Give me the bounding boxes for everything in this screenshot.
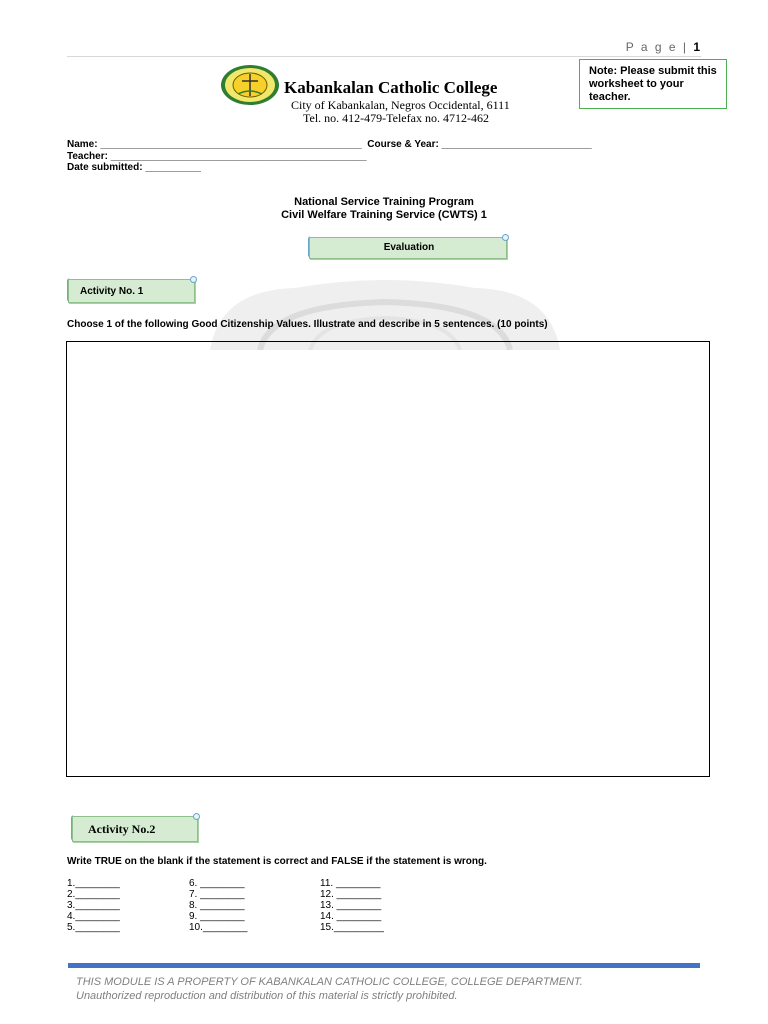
answer-blank[interactable]: 8. ________ <box>189 900 245 911</box>
answer-column-1 <box>67 878 127 933</box>
footer-property-notice: THIS MODULE IS A PROPERTY OF KABANKALAN CATHOLIC COLLEGE, COLLEGE DEPARTMENT. <box>76 976 583 988</box>
page-number-label: P a g e | 1 <box>625 40 700 54</box>
answer-blank[interactable]: 2.________ <box>67 889 120 900</box>
answer-blank[interactable]: 10.________ <box>189 922 248 933</box>
program-title: National Service Training Program <box>294 196 474 208</box>
page-number: 1 <box>693 40 700 54</box>
activity1-label: Activity No. 1 <box>80 286 144 297</box>
date-submitted-field[interactable]: Date submitted: __________ <box>67 162 201 173</box>
college-address: City of Kabankalan, Negros Occidental, 6111 <box>291 98 510 112</box>
teacher-field[interactable]: Teacher: ______________________________________________ <box>67 151 367 162</box>
name-course-field[interactable]: Name: _______________________________________________ Course & Year: ___________________________ <box>67 139 592 150</box>
submission-note: Note: Please submit this worksheet to your teacher. <box>579 59 727 109</box>
evaluation-banner <box>309 237 507 259</box>
answer-blank[interactable]: 14. ________ <box>320 911 382 922</box>
activity2-instruction: Write TRUE on the blank if the statement is correct and FALSE if the statement is wrong. <box>67 856 487 867</box>
college-name: Kabankalan Catholic College <box>284 78 498 97</box>
watermark-seal <box>200 280 570 350</box>
activity2-banner <box>72 816 198 842</box>
college-seal-logo <box>220 64 280 106</box>
activity1-instruction: Choose 1 of the following Good Citizenship Values. Illustrate and describe in 5 sentences. (10 points) <box>67 319 548 330</box>
answer-blank[interactable]: 15._________ <box>320 922 384 933</box>
answer-blank[interactable]: 12. ________ <box>320 889 382 900</box>
answer-column-3 <box>320 878 400 933</box>
answer-blank[interactable]: 13. ________ <box>320 900 382 911</box>
answer-blank[interactable]: 9. ________ <box>189 911 245 922</box>
answer-blank[interactable]: 3.________ <box>67 900 120 911</box>
course-title: Civil Welfare Training Service (CWTS) 1 <box>281 209 487 221</box>
answer-blank[interactable]: 11. ________ <box>320 878 381 889</box>
activity1-answer-box[interactable] <box>66 341 710 777</box>
header-divider <box>67 56 701 57</box>
activity2-label: Activity No.2 <box>88 822 156 836</box>
activity1-banner <box>68 279 195 303</box>
answer-column-2 <box>189 878 259 933</box>
footer-reproduction-notice: Unauthorized reproduction and distribution of this material is strictly prohibited. <box>76 990 458 1002</box>
evaluation-label: Evaluation <box>383 242 435 253</box>
college-telephone: Tel. no. 412-479-Telefax no. 4712-462 <box>303 111 489 125</box>
answer-blank[interactable]: 6. ________ <box>189 878 245 889</box>
answer-blank[interactable]: 7. ________ <box>189 889 245 900</box>
footer-divider <box>68 963 700 968</box>
answer-blank[interactable]: 5.________ <box>67 922 120 933</box>
answer-blank[interactable]: 4.________ <box>67 911 120 922</box>
answer-blank[interactable]: 1.________ <box>67 878 120 889</box>
